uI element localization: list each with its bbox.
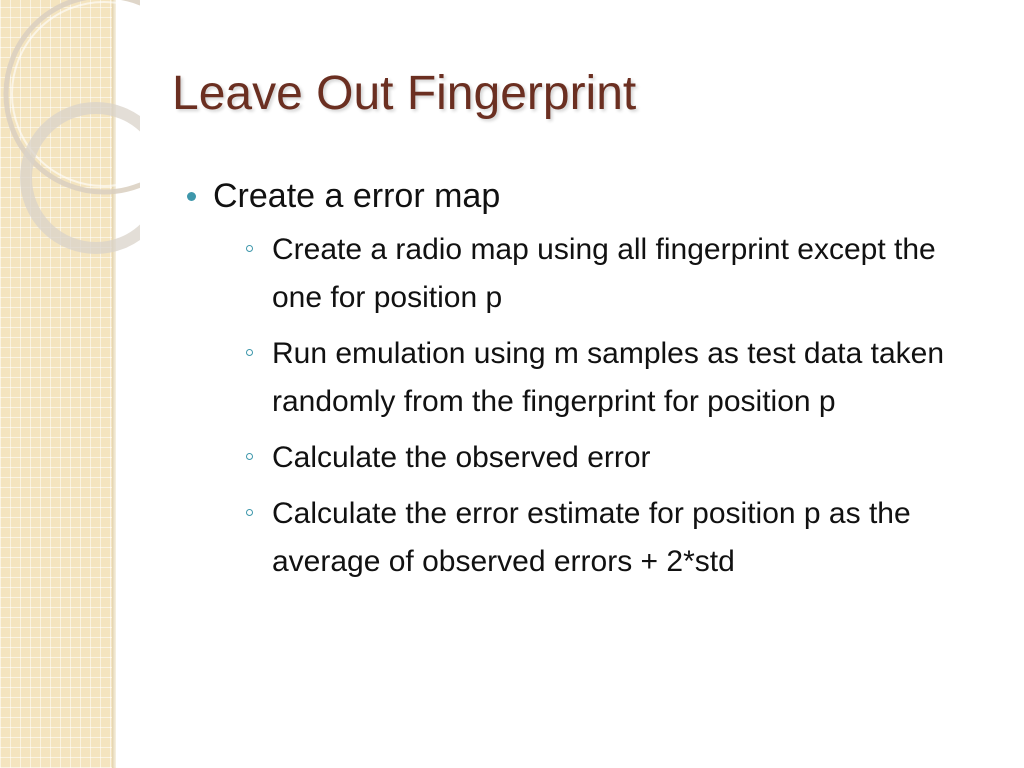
sub-bullet-item bbox=[243, 434, 990, 482]
bullet-text: Create a error map bbox=[213, 177, 501, 215]
sub-bullet-ring-icon bbox=[246, 349, 253, 356]
sub-bullet-text: Create a radio map using all fingerprint except the one for position p bbox=[272, 233, 936, 314]
bullet-list bbox=[184, 172, 984, 594]
sub-bullet-item bbox=[243, 490, 990, 586]
slide-title: Leave Out Fingerprint bbox=[172, 67, 637, 120]
sub-bullet-list bbox=[213, 226, 984, 586]
sub-bullet-item bbox=[243, 330, 990, 426]
bullet-item bbox=[184, 172, 984, 586]
sub-bullet-text: Calculate the observed error bbox=[272, 441, 651, 474]
bullet-dot-icon bbox=[187, 192, 196, 201]
sub-bullet-text: Calculate the error estimate for position p as the average of observed errors + 2*std bbox=[272, 497, 911, 578]
sub-bullet-ring-icon bbox=[246, 453, 253, 460]
sub-bullet-text: Run emulation using m samples as test data taken randomly from the fingerprint for position p bbox=[272, 337, 945, 418]
sub-bullet-ring-icon bbox=[246, 509, 253, 516]
sub-bullet-item bbox=[243, 226, 990, 322]
decorative-side-panel bbox=[0, 0, 112, 768]
side-panel-edge bbox=[112, 0, 116, 768]
sub-bullet-ring-icon bbox=[246, 245, 253, 252]
